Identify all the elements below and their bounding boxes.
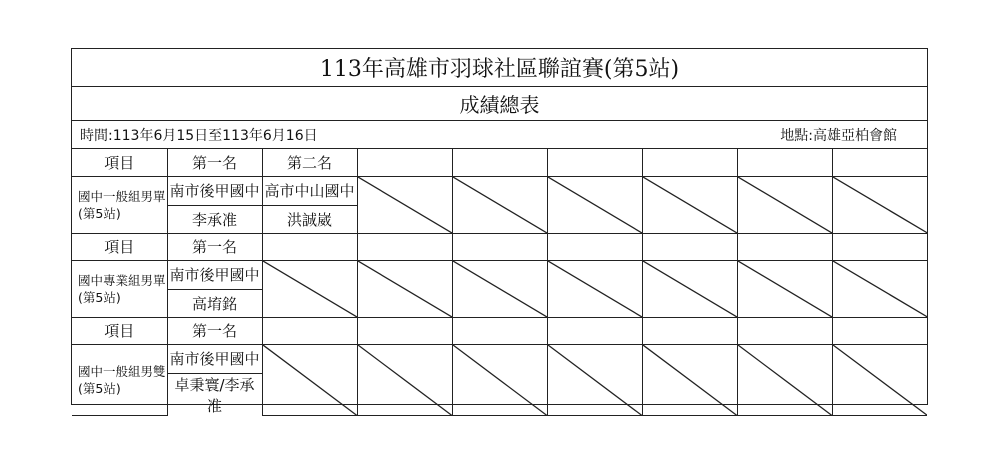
table-row <box>72 176 927 205</box>
empty-slash-cell <box>642 260 737 317</box>
second-name: 洪誠崴 <box>262 205 357 233</box>
document-subtitle: 成績總表 <box>72 87 927 121</box>
first-school: 南市後甲國中 <box>167 260 262 289</box>
empty-slash-cell <box>737 260 832 317</box>
empty-slash-cell <box>832 176 927 233</box>
table-row <box>72 344 927 373</box>
header-row <box>72 317 927 344</box>
empty-slash-cell <box>547 176 642 233</box>
header-item: 項目 <box>72 317 167 344</box>
empty-slash-cell <box>452 176 547 233</box>
first-name: 高堉銘 <box>167 289 262 317</box>
event-venue: 地點:高雄亞柏會館 <box>780 127 897 144</box>
empty-slash-cell <box>547 260 642 317</box>
header-second: 第二名 <box>262 149 357 176</box>
header-item: 項目 <box>72 149 167 176</box>
category-label: 國中一般組男雙(第5站) <box>72 344 167 416</box>
header-first: 第一名 <box>167 317 262 344</box>
empty-slash-cell <box>832 344 927 416</box>
header-first: 第一名 <box>167 149 262 176</box>
results-sheet <box>71 48 928 415</box>
header-row <box>72 233 927 260</box>
empty-slash-cell <box>642 344 737 416</box>
header-item: 項目 <box>72 233 167 260</box>
empty-slash-cell <box>452 344 547 416</box>
empty-slash-cell <box>642 176 737 233</box>
second-school: 高市中山國中 <box>262 176 357 205</box>
first-school: 南市後甲國中 <box>167 344 262 373</box>
empty-slash-cell <box>832 260 927 317</box>
empty-slash-cell <box>357 344 452 416</box>
empty-slash-cell <box>737 176 832 233</box>
empty-slash-cell <box>547 344 642 416</box>
event-time: 時間:113年6月15日至113年6月16日 <box>80 127 318 144</box>
header-first: 第一名 <box>167 233 262 260</box>
empty-slash-cell <box>262 260 357 317</box>
table-row <box>72 260 927 289</box>
results-table <box>72 149 927 416</box>
empty-slash-cell <box>357 260 452 317</box>
empty-slash-cell <box>737 344 832 416</box>
empty-slash-cell <box>452 260 547 317</box>
document-title: 113年高雄市羽球社區聯誼賽(第5站) <box>72 49 927 87</box>
first-school: 南市後甲國中 <box>167 176 262 205</box>
first-name: 李承准 <box>167 205 262 233</box>
empty-slash-cell <box>262 344 357 416</box>
category-label: 國中專業組男單(第5站) <box>72 260 167 317</box>
category-label: 國中一般組男單(第5站) <box>72 176 167 233</box>
empty-slash-cell <box>357 176 452 233</box>
header-row <box>72 149 927 176</box>
first-name: 卓秉寰/李承准 <box>167 373 262 416</box>
info-row <box>72 121 927 149</box>
